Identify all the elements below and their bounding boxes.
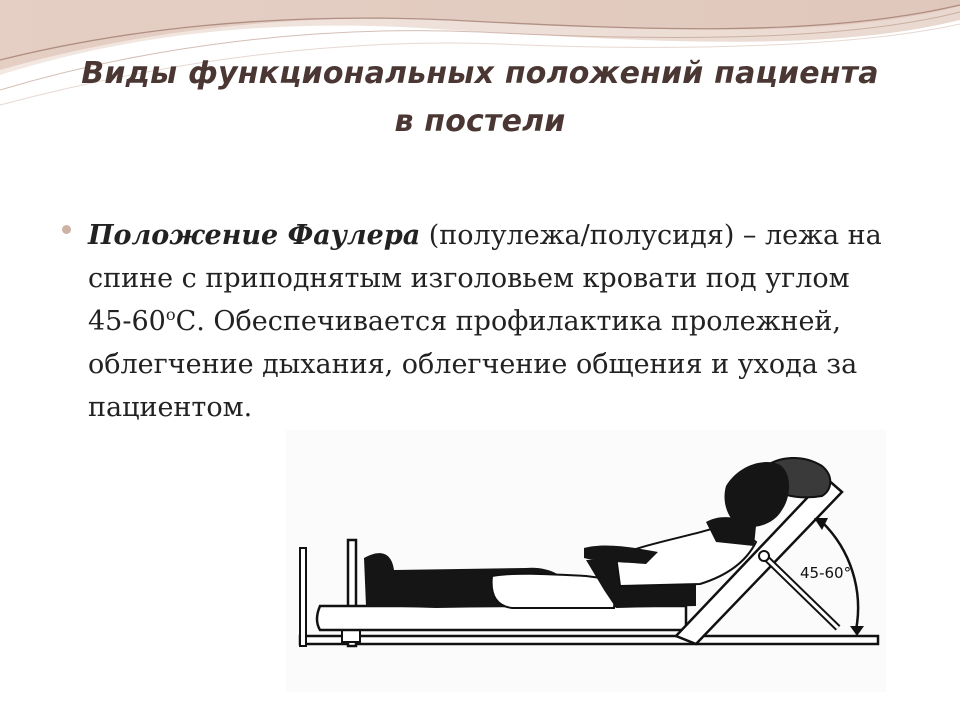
paragraph-text-2: С. Обеспечивается профилактика пролежней, облегчение дыхания, облегчение общения и ухода за пациентом. [88,306,858,423]
term-fowler: Положение Фаулера [88,220,421,251]
degree-superscript: о [165,305,176,324]
title-line-1: Виды функциональных положений пациента [81,56,879,91]
paragraph-text-1: (полулежа/полусидя) – лежа на спине с приподнятым изголовьем кровати под углом 45-60 [88,220,882,337]
bullet-icon [62,225,71,234]
patient-in-bed-icon [286,430,886,692]
angle-label: 45-60° [800,564,852,582]
title-line-2: в постели [394,104,566,139]
fowler-position-figure [286,430,886,692]
bullet-paragraph [88,214,898,429]
page-title [40,50,920,146]
